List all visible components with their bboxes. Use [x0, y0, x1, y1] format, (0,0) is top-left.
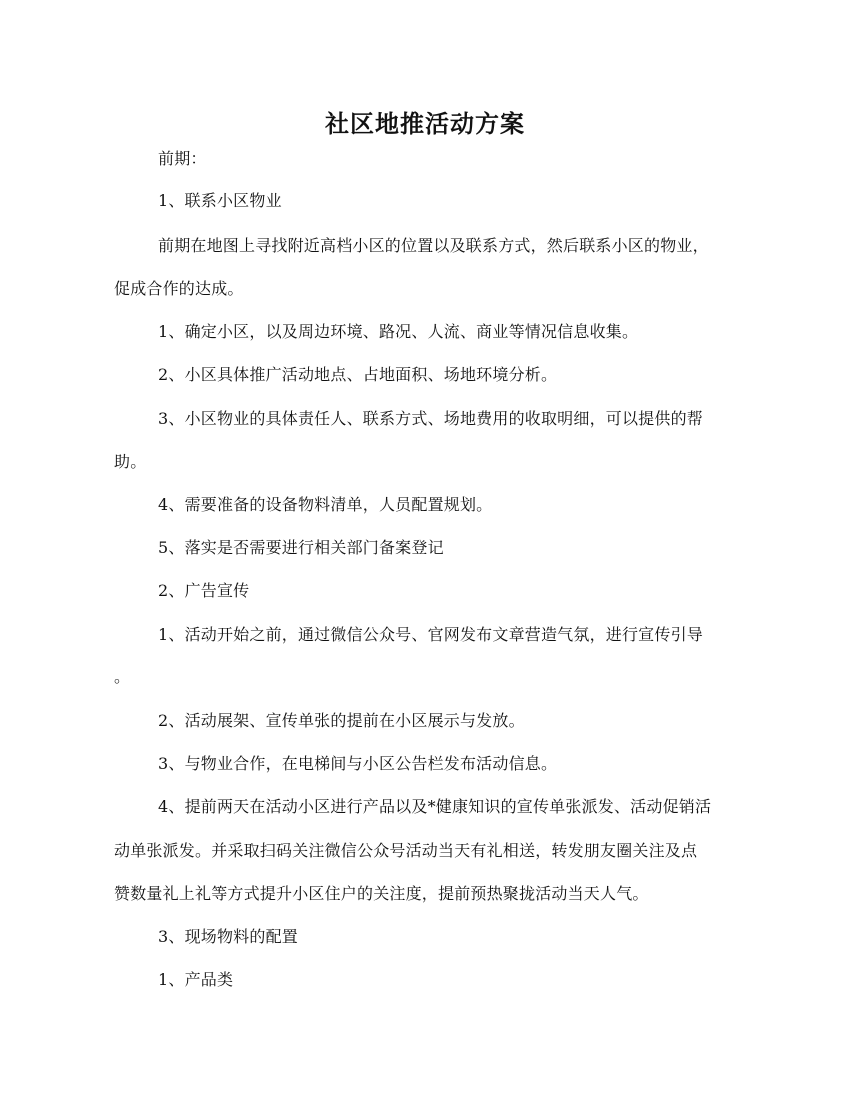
text-line: 5、落实是否需要进行相关部门备案登记 [158, 538, 444, 557]
text-line: 3、现场物料的配置 [158, 927, 298, 946]
text-line: 3、小区物业的具体责任人、联系方式、场地费用的收取明细，可以提供的帮 [158, 409, 703, 428]
text-line: 1、确定小区，以及周边环境、路况、人流、商业等情况信息收集。 [158, 322, 639, 341]
text-line: 1、产品类 [158, 970, 234, 989]
text-line: 助。 [114, 452, 147, 471]
text-line: 4、提前两天在活动小区进行产品以及*健康知识的宣传单张派发、活动促销活 [158, 797, 712, 816]
text-line: 4、需要准备的设备物料清单，人员配置规划。 [158, 495, 493, 514]
text-line: 促成合作的达成。 [114, 279, 244, 298]
text-line: 动单张派发。并采取扫码关注微信公众号活动当天有礼相送，转发朋友圈关注及点 [114, 841, 698, 860]
text-line: 。 [114, 667, 131, 686]
document-title: 社区地推活动方案 [325, 109, 525, 138]
text-line: 赞数量礼上礼等方式提升小区住户的关注度，提前预热聚拢活动当天人气。 [114, 884, 649, 903]
text-line: 2、小区具体推广活动地点、占地面积、场地环境分析。 [158, 365, 558, 384]
text-line: 1、活动开始之前，通过微信公众号、官网发布文章营造气氛，进行宣传引导 [158, 625, 703, 644]
text-line: 前期： [158, 149, 207, 168]
text-line: 2、活动展架、宣传单张的提前在小区展示与发放。 [158, 711, 525, 730]
text-line: 1、联系小区物业 [158, 191, 282, 210]
text-line: 3、与物业合作，在电梯间与小区公告栏发布活动信息。 [158, 754, 558, 773]
text-line: 2、广告宣传 [158, 581, 250, 600]
text-line: 前期在地图上寻找附近高档小区的位置以及联系方式，然后联系小区的物业， [158, 236, 709, 255]
